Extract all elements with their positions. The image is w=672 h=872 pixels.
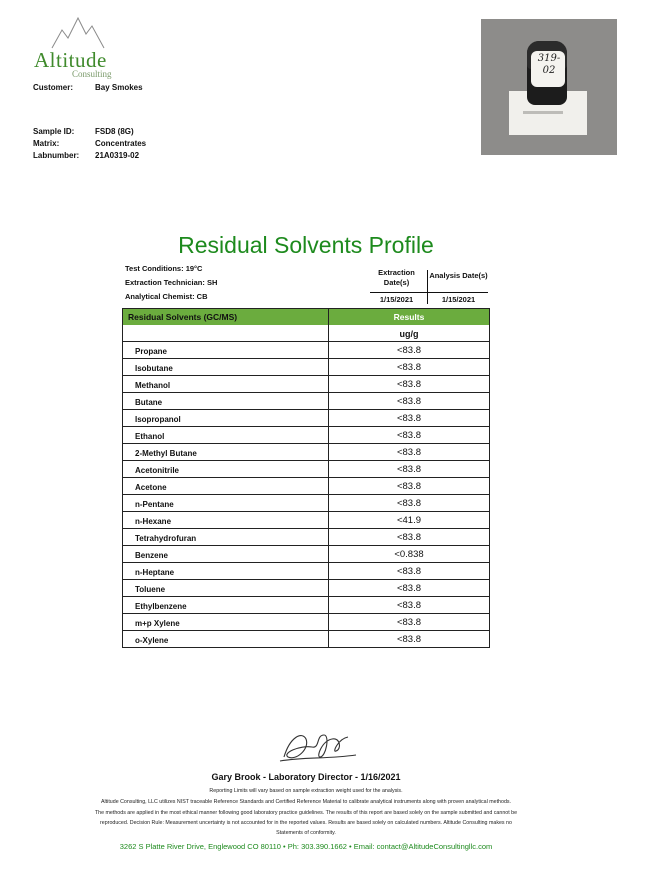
solvent-result: <83.8	[396, 447, 422, 458]
solvent-result: <83.8	[396, 430, 422, 441]
sample-jar-handwriting: 319-02	[537, 53, 561, 76]
contact-address: 3262 S Platte River Drive, Englewood CO 80110 • Ph: 303.390.1662 • Email: contact@AltitudeConsultingllc.com	[119, 842, 493, 851]
table-row	[123, 410, 489, 427]
table-row	[123, 631, 489, 648]
solvent-result: <83.8	[396, 345, 422, 356]
labnumber-label: Labnumber:	[33, 151, 80, 160]
extraction-technician: Extraction Technician: SH	[125, 278, 218, 287]
customer-value: Bay Smokes	[95, 83, 143, 92]
solvent-name: n-Hexane	[135, 517, 172, 526]
disclaimer-line: reproduced. Decision Rule: Measurement uncertainty is not accounted for in the reported values. Results are based solely on calculated numbers. Altitude Consulting makes no	[100, 820, 512, 826]
solvent-result: <83.8	[396, 396, 422, 407]
solvent-result: <0.838	[394, 549, 424, 560]
table-row	[123, 478, 489, 495]
report-title: Residual Solvents Profile	[178, 232, 434, 258]
director-line: Gary Brook - Laboratory Director - 1/16/2021	[211, 772, 401, 782]
table-row	[123, 563, 489, 580]
solvent-name: Isobutane	[135, 364, 173, 373]
customer-label: Customer:	[33, 83, 74, 92]
table-row	[123, 597, 489, 614]
analysis-date: 1/15/2021	[441, 295, 476, 304]
extraction-date-label: Extraction Date(s)	[378, 268, 415, 287]
solvent-name: Methanol	[135, 381, 171, 390]
table-row	[123, 614, 489, 631]
solvent-result: <83.8	[396, 498, 422, 509]
sample-id-value: FSD8 (8G)	[95, 127, 134, 136]
sample-photo	[481, 19, 617, 155]
disclaimer-line: Reporting Limits will vary based on sample extraction weight used for the analysis.	[209, 788, 403, 794]
solvent-result: <83.8	[396, 600, 422, 611]
solvent-result: <83.8	[396, 413, 422, 424]
extraction-date: 1/15/2021	[379, 295, 414, 304]
matrix-label: Matrix:	[33, 139, 60, 148]
table-row	[123, 580, 489, 597]
solvent-name: m+p Xylene	[135, 619, 180, 628]
mountain-logo-icon	[48, 16, 108, 50]
table-row	[123, 376, 489, 393]
labnumber-value: 21A0319-02	[95, 151, 140, 160]
table-row	[123, 359, 489, 376]
disclaimer-line: Statements of conformity.	[276, 830, 336, 836]
table-row	[123, 495, 489, 512]
solvent-result: <83.8	[396, 464, 422, 475]
logo-subtitle: Consulting	[72, 69, 112, 79]
solvent-result: <83.8	[396, 617, 422, 628]
solvent-name: Acetone	[135, 483, 167, 492]
solvent-result: <83.8	[396, 634, 422, 645]
dates-underline	[370, 292, 488, 293]
solvent-name: n-Pentane	[135, 500, 174, 509]
disclaimer-line: Altitude Consulting, LLC utilizes NIST traceable Reference Standards and Certified Reference Material to calibrate analytical instruments along with proven analytical methods.	[100, 799, 512, 805]
solvent-name: Benzene	[135, 551, 168, 560]
solvent-name: Acetonitrile	[135, 466, 180, 475]
solvent-result: <83.8	[396, 481, 422, 492]
table-row	[123, 461, 489, 478]
logo-wordmark: Altitude	[34, 48, 107, 72]
analysis-date-label: Analysis Date(s)	[429, 271, 488, 280]
test-conditions: Test Conditions: 19°C	[125, 264, 203, 273]
table-row	[123, 529, 489, 546]
table-row	[123, 512, 489, 529]
solvent-result: <83.8	[396, 566, 422, 577]
solvent-result: <83.8	[396, 362, 422, 373]
solvent-name: Butane	[135, 398, 163, 407]
table-row	[123, 546, 489, 563]
results-header: Results	[393, 312, 425, 322]
solvent-name: o-Xylene	[135, 636, 169, 645]
solvent-result: <83.8	[396, 379, 422, 390]
company-logo	[28, 14, 128, 80]
table-row	[123, 427, 489, 444]
solvent-name: Ethylbenzene	[135, 602, 187, 611]
matrix-value: Concentrates	[95, 139, 147, 148]
solvent-name: 2-Methyl Butane	[135, 449, 197, 458]
solvent-result: <41.9	[396, 515, 422, 526]
sample-id-label: Sample ID:	[33, 127, 75, 136]
solvent-result: <83.8	[396, 532, 422, 543]
solvent-name: Isopropanol	[135, 415, 181, 424]
solvent-result: <83.8	[396, 583, 422, 594]
units-label: ug/g	[399, 329, 419, 339]
table-row	[123, 393, 489, 410]
dates-block	[366, 268, 490, 306]
analytical-chemist: Analytical Chemist: CB	[125, 292, 208, 301]
results-table	[122, 308, 490, 648]
director-signature	[276, 727, 362, 767]
solvent-name: Propane	[135, 347, 168, 356]
solvent-name: n-Heptane	[135, 568, 175, 577]
photo-card-text	[523, 111, 563, 114]
solvent-name: Tetrahydrofuran	[135, 534, 197, 543]
table-header	[123, 309, 489, 325]
table-row	[123, 444, 489, 461]
solvent-name: Toluene	[135, 585, 166, 594]
table-row	[123, 342, 489, 359]
solvent-name: Ethanol	[135, 432, 165, 441]
disclaimer-line: The methods are applied in the most ethical manner following good laboratory practice guidelines. The results of this report are based solely on the sample submitted and cannot be	[94, 810, 518, 816]
solvents-header: Residual Solvents (GC/MS)	[128, 312, 238, 322]
